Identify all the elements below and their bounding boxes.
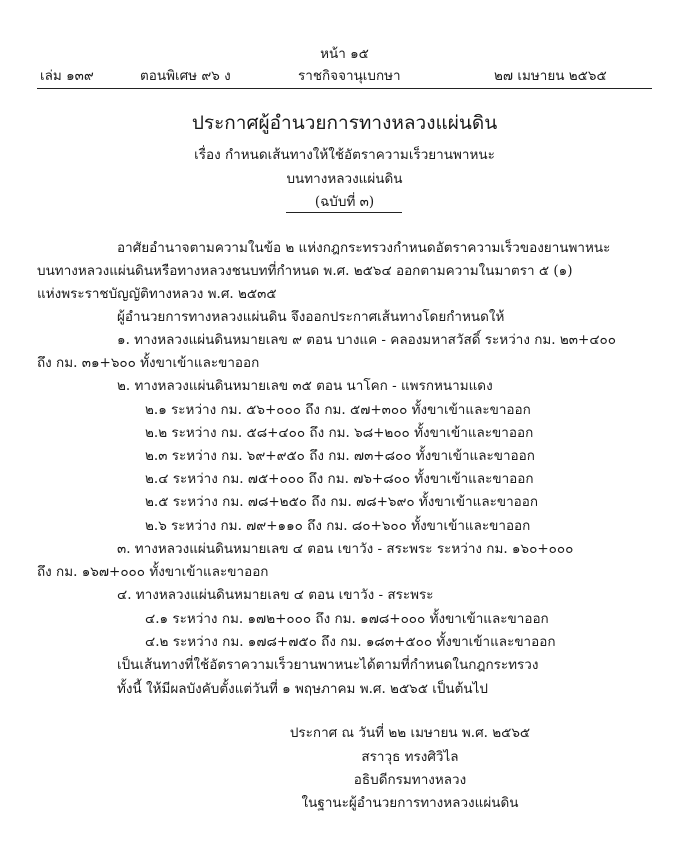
- subject-line-2: บนทางหลวงแผ่นดิน: [286, 171, 403, 187]
- document-title: ประกาศผู้อำนวยการทางหลวงแผ่นดิน: [191, 112, 498, 134]
- announcement-date: ประกาศ ณ วันที่ ๒๒ เมษายน พ.ศ. ๒๕๖๕: [289, 725, 531, 741]
- preamble-line: อาศัยอำนาจตามความในข้อ ๒ แห่งกฎกระทรวงกำหนดอัตราความเร็วของยานพาหนะ: [117, 240, 611, 256]
- item-2-sub: ๒.๔ ระหว่าง กม. ๗๕+๐๐๐ ถึง กม. ๗๖+๘๐๐ ทั้งขาเข้าและขาออก: [145, 471, 534, 487]
- closing-line: เป็นเส้นทางที่ใช้อัตราความเร็วยานพาหนะได้ตามที่กำหนดในกฎกระทรวง: [117, 657, 539, 673]
- issue-number: ตอนพิเศษ ๙๖ ง: [140, 68, 231, 84]
- publication-date: ๒๗ เมษายน ๒๕๖๕: [494, 68, 607, 84]
- subject-line-1: เรื่อง กำหนดเส้นทางให้ใช้อัตราความเร็วยานพาหนะ: [194, 147, 495, 163]
- edition-number: (ฉบับที่ ๓): [314, 194, 375, 210]
- item-3-line: ๓. ทางหลวงแผ่นดินหมายเลข ๔ ตอน เขาวัง - สระพระ ระหว่าง กม. ๑๖๐+๐๐๐: [117, 541, 574, 557]
- preamble-line: แห่งพระราชบัญญัติทางหลวง พ.ศ. ๒๕๓๕: [37, 286, 277, 302]
- preamble-line: บนทางหลวงแผ่นดินหรือทางหลวงชนบทที่กำหนด พ.ศ. ๒๕๖๔ ออกตามความในมาตรา ๕ (๑): [37, 263, 573, 279]
- item-1-line: ๑. ทางหลวงแผ่นดินหมายเลข ๙ ตอน บางแค - คลองมหาสวัสดิ์ ระหว่าง กม. ๒๓+๔๐๐: [117, 332, 617, 348]
- item-2-sub: ๒.๓ ระหว่าง กม. ๖๙+๙๕๐ ถึง กม. ๗๓+๘๐๐ ทั้งขาเข้าและขาออก: [145, 448, 535, 464]
- volume-number: เล่ม ๑๓๙: [40, 68, 94, 84]
- closing-line: ทั้งนี้ ให้มีผลบังคับตั้งแต่วันที่ ๑ พฤษภาคม พ.ศ. ๒๕๖๕ เป็นต้นไป: [117, 681, 489, 697]
- signatory-position: อธิบดีกรมทางหลวง: [353, 772, 467, 788]
- signatory-name: สราวุธ ทรงศิวิไล: [361, 749, 459, 765]
- title-divider: [286, 212, 402, 213]
- item-2-sub: ๒.๖ ระหว่าง กม. ๗๙+๑๑๐ ถึง กม. ๘๐+๖๐๐ ทั้งขาเข้าและขาออก: [145, 518, 531, 534]
- item-4-sub: ๔.๒ ระหว่าง กม. ๑๗๘+๗๕๐ ถึง กม. ๑๘๓+๕๐๐ ทั้งขาเข้าและขาออก: [145, 634, 556, 650]
- item-2-sub: ๒.๕ ระหว่าง กม. ๗๘+๒๕๐ ถึง กม. ๗๘+๖๙๐ ทั้งขาเข้าและขาออก: [145, 494, 539, 510]
- item-3-line: ถึง กม. ๑๖๗+๐๐๐ ทั้งขาเข้าและขาออก: [37, 564, 269, 580]
- header-rule: [37, 88, 652, 89]
- item-4-sub: ๔.๑ ระหว่าง กม. ๑๗๒+๐๐๐ ถึง กม. ๑๗๘+๐๐๐ ทั้งขาเข้าและขาออก: [145, 611, 549, 627]
- item-2-sub: ๒.๒ ระหว่าง กม. ๕๘+๔๐๐ ถึง กม. ๖๘+๒๐๐ ทั้งขาเข้าและขาออก: [145, 425, 534, 441]
- item-2-heading: ๒. ทางหลวงแผ่นดินหมายเลข ๓๕ ตอน นาโคก - แพรกหนามแดง: [117, 378, 493, 394]
- item-1-line: ถึง กม. ๓๑+๖๐๐ ทั้งขาเข้าและขาออก: [37, 355, 260, 371]
- preamble-line: ผู้อำนวยการทางหลวงแผ่นดิน จึงออกประกาศเส้นทางโดยกำหนดให้: [117, 309, 505, 325]
- page-number: หน้า ๑๕: [320, 46, 369, 62]
- signatory-capacity: ในฐานะผู้อำนวยการทางหลวงแผ่นดิน: [301, 795, 519, 811]
- publication-name: ราชกิจจานุเบกษา: [298, 68, 401, 84]
- item-4-heading: ๔. ทางหลวงแผ่นดินหมายเลข ๔ ตอน เขาวัง - สระพระ: [117, 587, 434, 603]
- item-2-sub: ๒.๑ ระหว่าง กม. ๕๖+๐๐๐ ถึง กม. ๕๗+๓๐๐ ทั้งขาเข้าและขาออก: [145, 402, 531, 418]
